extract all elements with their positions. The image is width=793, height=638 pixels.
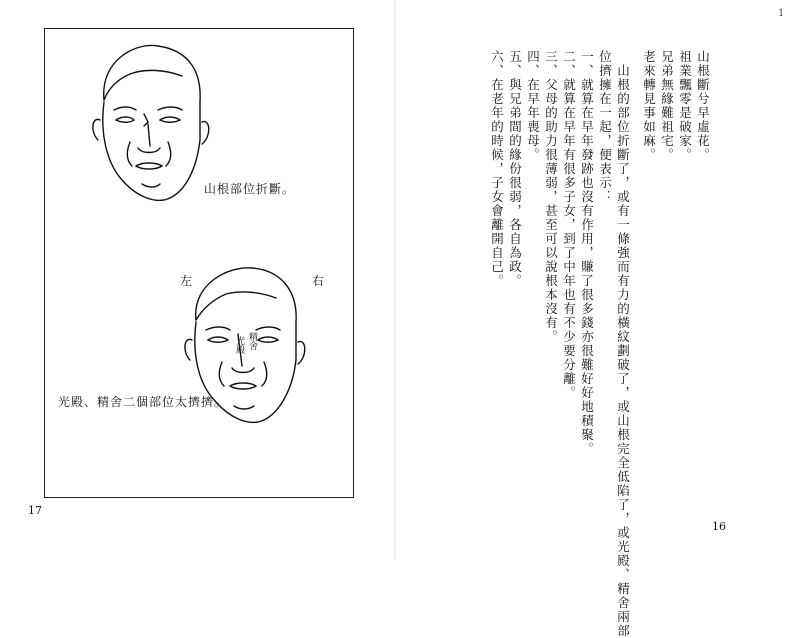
text-column: 三、父母的助力很薄弱，甚至可以說根本沒有。 <box>543 50 559 344</box>
caption-top: 山根部位折斷。 <box>204 182 296 196</box>
text-column: 山根的部位折斷了，或有一條強而有力的橫紋劃破了，或山根完全低陷了，或光殿、精舍兩部 <box>615 50 631 638</box>
annotation-jingshe: 精舍 <box>247 332 257 350</box>
text-column: 二、就算在早年有很多子女，到了中年也有不少要分離。 <box>561 50 577 400</box>
caption-bottom: 光殿、精舍二個部位太擠擠。 <box>58 395 228 409</box>
text-column: 老來轉見事如麻。 <box>641 50 657 162</box>
label-left: 左 <box>180 274 193 288</box>
text-column: 五、與兄弟間的緣份很弱，各自為政。 <box>507 50 523 288</box>
text-column: 山根斷兮早虛花。 <box>695 50 711 162</box>
page-number-right: 16 <box>712 520 726 533</box>
right-page <box>396 0 793 638</box>
label-right: 右 <box>312 274 325 288</box>
text-column: 位擠擁在一起，便表示： <box>597 50 613 204</box>
left-page <box>0 0 396 560</box>
text-column: 一、就算在早年發跡也沒有作用，賺了很多錢亦很難好好地積聚。 <box>579 50 595 456</box>
text-column: 六、在老年的時候，子女會離開自己。 <box>489 50 505 288</box>
annotation-guangdian: 光殿 <box>234 336 244 354</box>
text-column: 祖業飄零是破家。 <box>677 50 693 162</box>
face-illustration-top <box>86 40 216 210</box>
page-number-left: 17 <box>28 504 42 517</box>
text-column: 四、在早年喪母。 <box>525 50 541 162</box>
text-column: 兄弟無緣難祖宅。 <box>659 50 675 162</box>
page-corner-mark: 1 <box>778 8 785 19</box>
